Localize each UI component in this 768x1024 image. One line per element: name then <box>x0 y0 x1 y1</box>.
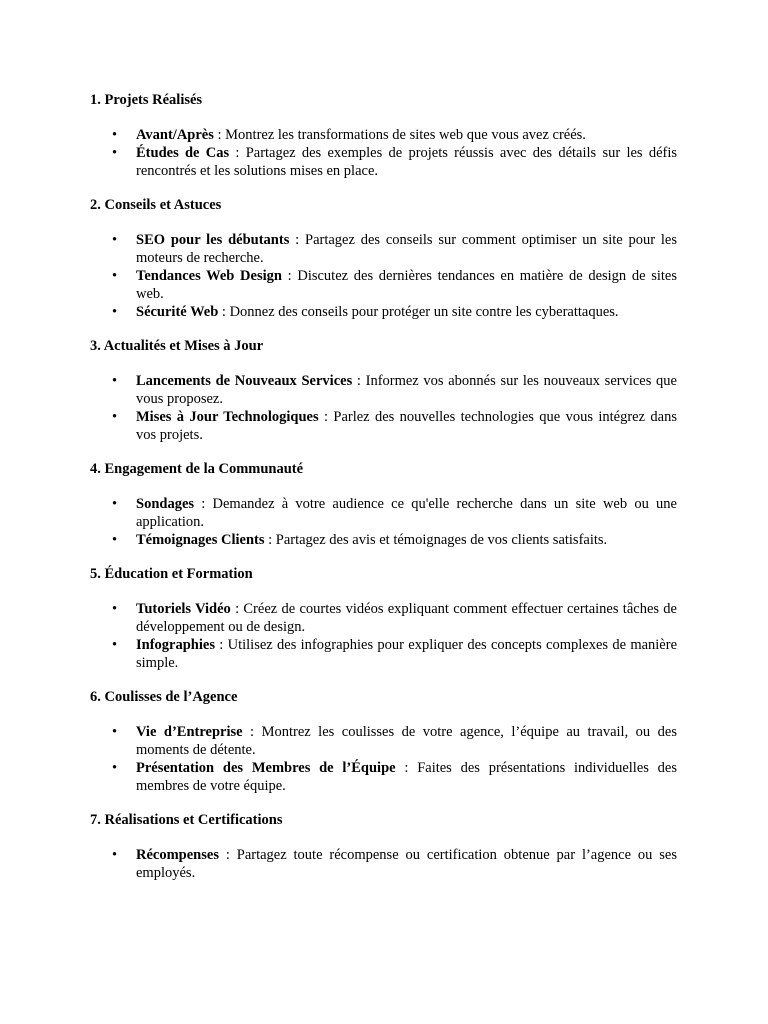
bullet-icon: • <box>112 496 118 512</box>
term-separator: : <box>213 127 226 143</box>
item-description: Partagez des exemples de projets réussis avec des détails sur les défis rencontrés et les solutions mises en place. <box>136 145 678 179</box>
item-term: Présentation des Membres de l’Équipe <box>136 760 396 776</box>
section <box>90 565 677 672</box>
section <box>90 811 677 882</box>
bullet-list <box>90 372 677 444</box>
list-item <box>90 636 677 672</box>
list-item <box>90 144 677 180</box>
item-term: Lancements de Nouveaux Services <box>136 373 353 389</box>
item-term: Études de Cas <box>136 145 230 161</box>
list-item <box>90 372 677 408</box>
section <box>90 688 677 795</box>
section-heading: 1. Projets Réalisés <box>90 92 203 108</box>
item-description: Utilisez des infographies pour expliquer des concepts complexes de manière simple. <box>136 637 678 671</box>
term-separator: : <box>214 637 228 653</box>
term-separator: : <box>242 724 262 740</box>
list-item <box>90 303 677 321</box>
list-item <box>90 408 677 444</box>
section <box>90 337 677 444</box>
term-separator: : <box>289 232 305 248</box>
bullet-icon: • <box>112 304 118 320</box>
term-separator: : <box>230 601 244 617</box>
bullet-icon: • <box>112 760 118 776</box>
section <box>90 460 677 549</box>
item-description: Faites des présentations individuelles des membres de votre équipe. <box>136 760 678 794</box>
list-item <box>90 600 677 636</box>
item-description: Partagez des avis et témoignages de vos clients satisfaits. <box>275 532 608 548</box>
list-item <box>90 126 677 144</box>
section-heading: 5. Éducation et Formation <box>90 566 253 582</box>
bullet-icon: • <box>112 847 118 863</box>
term-separator: : <box>229 145 246 161</box>
item-term: Infographies <box>136 637 215 653</box>
list-item <box>90 531 677 549</box>
bullet-icon: • <box>112 409 118 425</box>
bullet-icon: • <box>112 724 118 740</box>
item-term: Sondages <box>136 496 195 512</box>
item-term: Témoignages Clients <box>136 532 265 548</box>
item-description: Donnez des conseils pour protéger un site contre les cyberattaques. <box>229 304 619 320</box>
item-term: Tutoriels Vidéo <box>136 601 231 617</box>
item-term: Vie d’Entreprise <box>136 724 243 740</box>
item-term: Mises à Jour Technologiques <box>136 409 319 425</box>
list-item <box>90 759 677 795</box>
item-description: Partagez toute récompense ou certification obtenue par l’agence ou ses employés. <box>136 847 678 881</box>
bullet-icon: • <box>112 145 118 161</box>
list-item <box>90 723 677 759</box>
item-description: Créez de courtes vidéos expliquant comment effectuer certaines tâches de développement ou de design. <box>136 601 677 635</box>
section <box>90 196 677 321</box>
bullet-icon: • <box>112 601 118 617</box>
item-description: Parlez des nouvelles technologies que vous intégrez dans vos projets. <box>136 409 677 443</box>
term-separator: : <box>281 268 298 284</box>
term-separator: : <box>218 847 237 863</box>
term-separator: : <box>318 409 334 425</box>
term-separator: : <box>352 373 366 389</box>
bullet-list <box>90 723 677 795</box>
section-heading: 7. Réalisations et Certifications <box>90 812 283 828</box>
item-term: Tendances Web Design <box>136 268 282 284</box>
bullet-list <box>90 846 677 882</box>
bullet-icon: • <box>112 637 118 653</box>
item-description: Demandez à votre audience ce qu'elle recherche dans un site web ou une application. <box>136 496 677 530</box>
item-term: Récompenses <box>136 847 219 863</box>
item-description: Partagez des conseils sur comment optimiser un site pour les moteurs de recherche. <box>136 232 678 266</box>
item-description: Montrez les transformations de sites web que vous avez créés. <box>225 127 586 143</box>
item-description: Informez vos abonnés sur les nouveaux services que vous proposez. <box>136 373 677 407</box>
term-separator: : <box>194 496 213 512</box>
bullet-list <box>90 495 677 549</box>
bullet-icon: • <box>112 232 118 248</box>
term-separator: : <box>395 760 418 776</box>
document-body <box>90 91 677 898</box>
item-term: SEO pour les débutants <box>136 232 290 248</box>
list-item <box>90 267 677 303</box>
section-heading: 3. Actualités et Mises à Jour <box>90 338 264 354</box>
item-description: Discutez des dernières tendances en matière de design de sites web. <box>136 268 677 302</box>
bullet-list <box>90 231 677 321</box>
term-separator: : <box>264 532 276 548</box>
bullet-icon: • <box>112 127 118 143</box>
bullet-icon: • <box>112 532 118 548</box>
item-term: Sécurité Web <box>136 304 219 320</box>
item-term: Avant/Après <box>136 127 214 143</box>
section-heading: 6. Coulisses de l’Agence <box>90 689 238 705</box>
section-heading: 4. Engagement de la Communauté <box>90 461 304 477</box>
list-item <box>90 846 677 882</box>
bullet-icon: • <box>112 268 118 284</box>
section-heading: 2. Conseils et Astuces <box>90 197 222 213</box>
bullet-icon: • <box>112 373 118 389</box>
bullet-list <box>90 126 677 180</box>
bullet-list <box>90 600 677 672</box>
list-item <box>90 231 677 267</box>
term-separator: : <box>218 304 230 320</box>
section <box>90 91 677 180</box>
item-description: Montrez les coulisses de votre agence, l’équipe au travail, ou des moments de détente. <box>136 724 677 758</box>
list-item <box>90 495 677 531</box>
